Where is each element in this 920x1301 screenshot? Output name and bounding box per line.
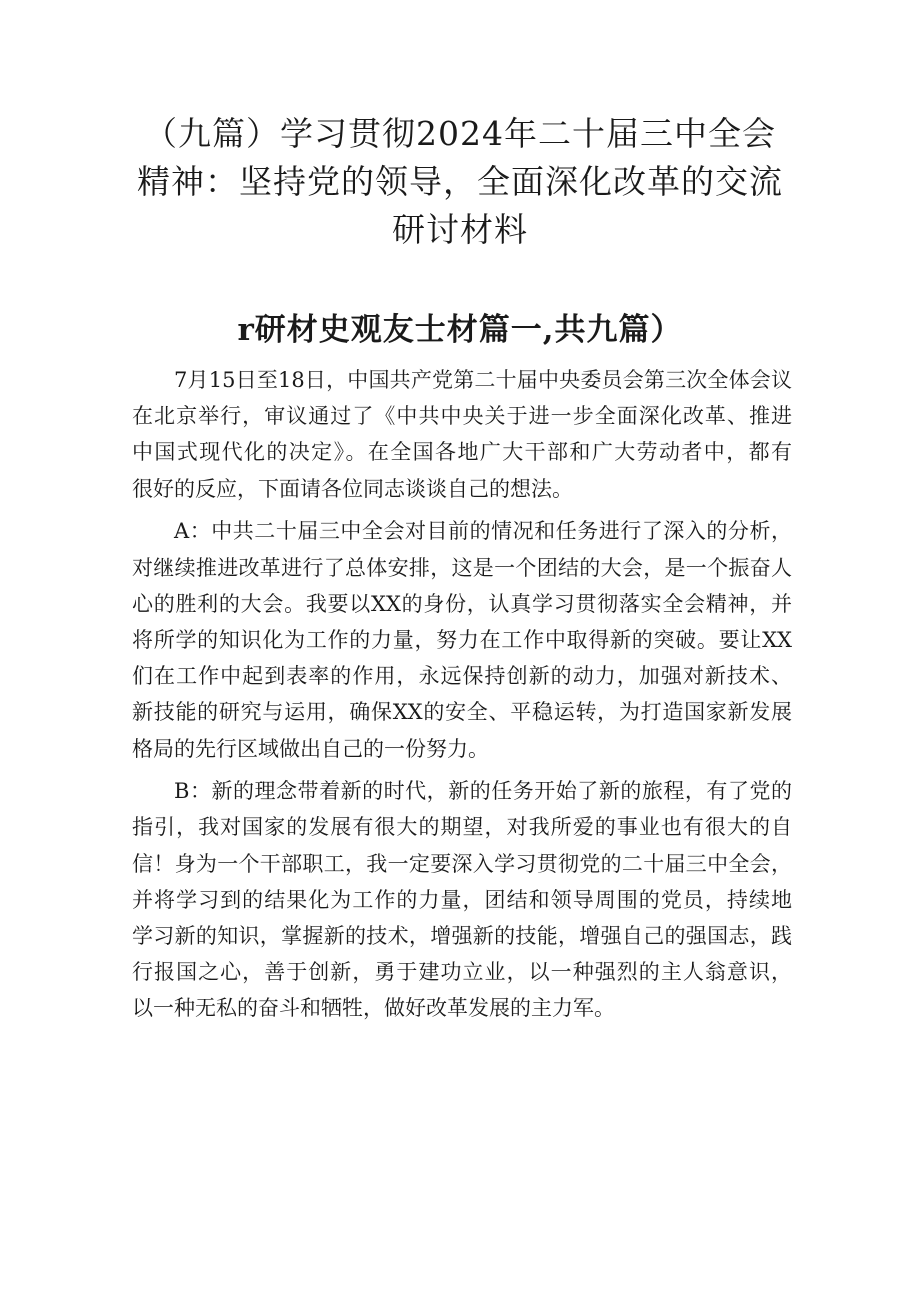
text-line: 学习新的知识，掌握新的技术，增强新的技能，增强自己的强国志，践 [132, 924, 792, 949]
text-line: 新技能的研究与运用，确保XX的安全、平稳运转，为打造国家新发展 [132, 700, 792, 725]
text-line: 中国式现代化的决定》。在全国各地广大干部和广大劳动者中，都有 [132, 440, 792, 465]
title-line: 研讨材料 [392, 210, 528, 249]
title-line: 精神：坚持党的领导，全面深化改革的交流 [137, 162, 783, 201]
text-line: B：新的理念带着新的时代，新的任务开始了新的旅程，有了党的 [174, 779, 792, 804]
text-line: 指引，我对国家的发展有很大的期望，对我所爱的事业也有很大的自 [132, 815, 792, 840]
section-heading: r研材史观友士材篇一,共九篇） [237, 312, 683, 348]
text-line: 格局的先行区域做出自己的一份努力。 [132, 736, 489, 761]
text-line: 并将学习到的结果化为工作的力量，团结和领导周围的党员，持续地 [132, 887, 792, 912]
text-line: 在北京举行，审议通过了《中共中央关于进一步全面深化改革、推进 [132, 404, 792, 429]
document-title [120, 110, 800, 254]
paragraph-intro [132, 362, 792, 507]
text-line: 对继续推进改革进行了总体安排，这是一个团结的大会，是一个振奋人 [132, 555, 792, 580]
paragraph-speaker-a [132, 513, 792, 766]
text-line: 信！身为一个干部职工，我一定要深入学习贯彻党的二十届三中全会， [132, 851, 792, 876]
text-line: 很好的反应，下面请各位同志谈谈自己的想法。 [132, 476, 573, 501]
text-line: 心的胜利的大会。我要以XX的身份，认真学习贯彻落实全会精神，并 [132, 591, 792, 616]
text-line: 们在工作中起到表率的作用，永远保持创新的动力，加强对新技术、 [132, 664, 792, 689]
title-line: （九篇）学习贯彻2024年二十届三中全会 [144, 114, 776, 153]
paragraph-speaker-b [132, 773, 792, 1026]
text-line: 7月15日至18日，中国共产党第二十届中央委员会第三次全体会议 [174, 368, 792, 392]
text-line: 将所学的知识化为工作的力量，努力在工作中取得新的突破。要让XX [132, 627, 792, 652]
text-line: A：中共二十届三中全会对目前的情况和任务进行了深入的分析， [174, 519, 792, 544]
text-line: 以一种无私的奋斗和牺牲，做好改革发展的主力军。 [132, 996, 615, 1021]
text-line: 行报国之心，善于创新，勇于建功立业，以一种强烈的主人翁意识， [132, 960, 792, 985]
document-body [132, 362, 792, 1033]
